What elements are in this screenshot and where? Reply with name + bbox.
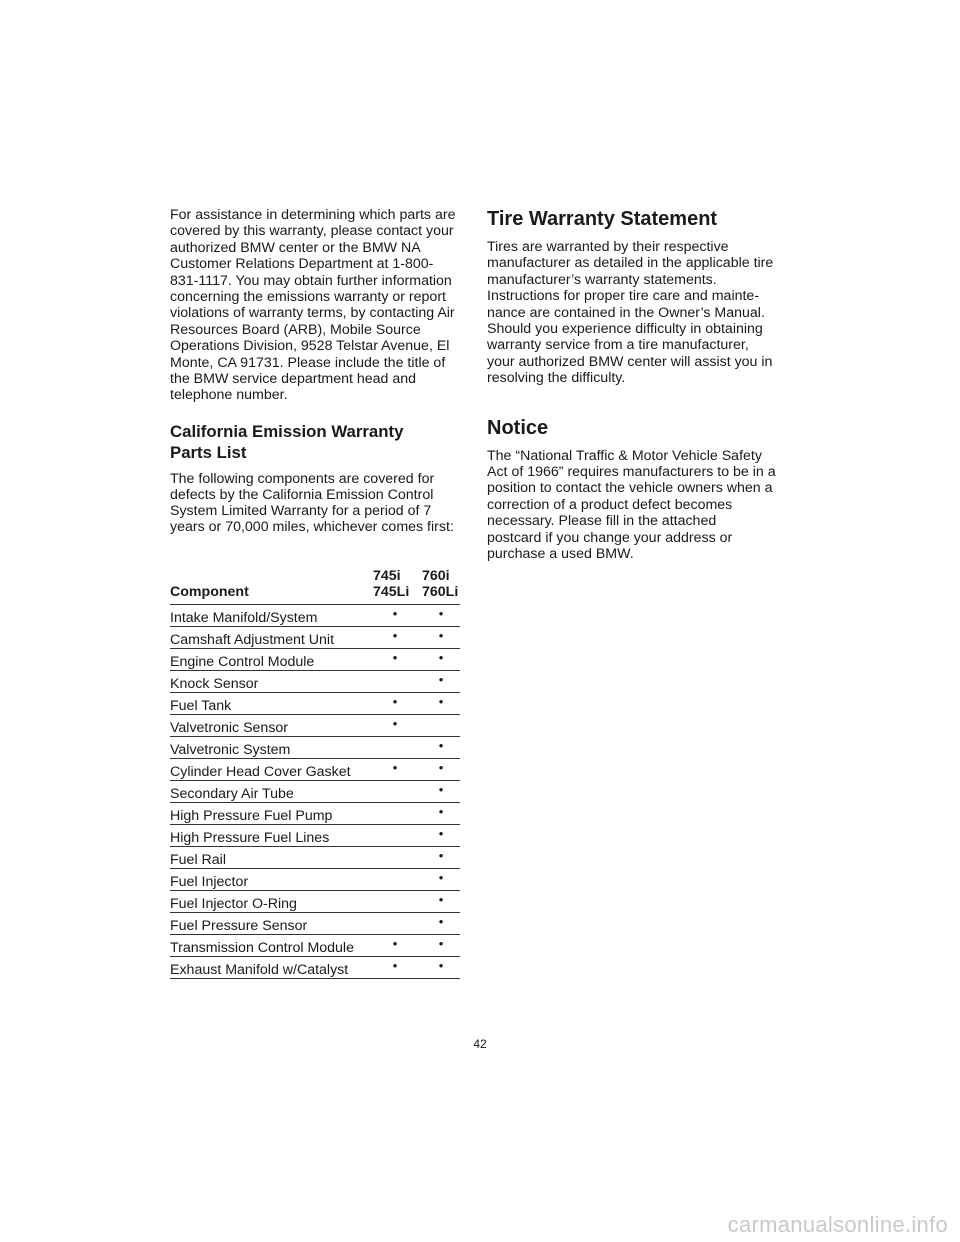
bullet-760-icon: • bbox=[438, 759, 444, 775]
bullet-745-icon: • bbox=[392, 759, 398, 775]
contact-paragraph-line: Operations Division, 9528 Telstar Avenue, El bbox=[170, 338, 450, 355]
contact-paragraph-line: concerning the emissions warranty or report bbox=[170, 289, 446, 306]
contact-paragraph-line: the BMW service department head and bbox=[170, 371, 417, 388]
component-name: Secondary Air Tube bbox=[170, 785, 294, 802]
page-number: 42 bbox=[473, 1037, 487, 1051]
component-name: Fuel Injector bbox=[170, 873, 249, 890]
bullet-760-icon: • bbox=[438, 803, 444, 819]
table-row bbox=[170, 957, 460, 979]
parts-table-body bbox=[170, 605, 460, 979]
bullet-760-icon: • bbox=[438, 649, 444, 665]
tire-warranty-paragraph-line: Should you experience difficulty in obtaining bbox=[487, 321, 763, 338]
contact-paragraph-line: Customer Relations Department at 1-800- bbox=[170, 256, 434, 273]
header-component: Component bbox=[170, 583, 249, 600]
component-name: Valvetronic System bbox=[170, 741, 291, 758]
table-row bbox=[170, 715, 460, 737]
component-name: Fuel Rail bbox=[170, 851, 226, 868]
component-name: Cylinder Head Cover Gasket bbox=[170, 763, 351, 780]
tire-warranty-paragraph bbox=[487, 239, 787, 387]
table-row bbox=[170, 803, 460, 825]
table-row bbox=[170, 693, 460, 715]
header-760-line1: 760i bbox=[422, 567, 450, 584]
table-row bbox=[170, 913, 460, 935]
table-row bbox=[170, 891, 460, 913]
tire-warranty-paragraph-line: Tires are warranted by their respective bbox=[487, 239, 729, 255]
left-column bbox=[170, 207, 462, 979]
tire-warranty-paragraph-line: your authorized BMW center will assist you in bbox=[487, 353, 773, 370]
table-row bbox=[170, 605, 460, 627]
table-row bbox=[170, 737, 460, 759]
component-name: Engine Control Module bbox=[170, 653, 315, 670]
contact-paragraph-line: violations of warranty terms, by contacting Air bbox=[170, 305, 455, 322]
watermark: carmanualsonline.info bbox=[727, 1212, 948, 1237]
bullet-760-icon: • bbox=[438, 847, 444, 863]
notice-paragraph-line: The “National Traffic & Motor Vehicle Safety bbox=[487, 447, 762, 464]
tire-warranty-paragraph-line: resolving the difficulty. bbox=[487, 370, 626, 387]
parts-list-description-line: The following components are covered for bbox=[170, 470, 435, 487]
header-760-line2: 760Li bbox=[422, 583, 459, 600]
header-760 bbox=[422, 568, 458, 600]
component-name: Exhaust Manifold w/Catalyst bbox=[170, 961, 349, 978]
parts-list-heading bbox=[170, 421, 462, 463]
contact-paragraph-line: For assistance in determining which parts are bbox=[170, 207, 456, 223]
table-row bbox=[170, 759, 460, 781]
bullet-745-icon: • bbox=[392, 649, 398, 665]
notice-heading: Notice bbox=[487, 416, 549, 439]
bullet-760-icon: • bbox=[438, 671, 444, 687]
bullet-745-icon: • bbox=[392, 693, 398, 709]
bullet-760-icon: • bbox=[438, 957, 444, 973]
component-name: High Pressure Fuel Pump bbox=[170, 807, 333, 824]
tire-warranty-heading: Tire Warranty Statement bbox=[487, 208, 718, 230]
bullet-760-icon: • bbox=[438, 935, 444, 951]
bullet-745-icon: • bbox=[392, 715, 398, 731]
contact-paragraph-line: Resources Board (ARB), Mobile Source bbox=[170, 321, 421, 338]
contact-paragraph-line: authorized BMW center or the BMW NA bbox=[170, 239, 421, 256]
component-name: Valvetronic Sensor bbox=[170, 719, 289, 736]
bullet-745-icon: • bbox=[392, 935, 398, 951]
header-745 bbox=[373, 568, 409, 600]
parts-table bbox=[170, 562, 460, 979]
header-745-line2: 745Li bbox=[373, 583, 410, 600]
contact-paragraph-line: Monte, CA 91731. Please include the title of bbox=[170, 354, 446, 371]
notice-paragraph-line: Act of 1966” requires manufacturers to be in a bbox=[487, 464, 776, 481]
table-row bbox=[170, 627, 460, 649]
right-column bbox=[487, 207, 787, 563]
bullet-760-icon: • bbox=[438, 627, 444, 643]
parts-table-header bbox=[170, 562, 460, 605]
component-name: High Pressure Fuel Lines bbox=[170, 829, 330, 846]
parts-list-description bbox=[170, 471, 462, 536]
contact-paragraph-line: covered by this warranty, please contact your bbox=[170, 223, 454, 240]
bullet-745-icon: • bbox=[392, 605, 398, 621]
notice-paragraph-line: correction of a product defect becomes bbox=[487, 496, 733, 513]
notice-paragraph-line: necessary. Please fill in the attached bbox=[487, 513, 717, 530]
parts-list-heading-line2: Parts List bbox=[170, 442, 247, 462]
bullet-745-icon: • bbox=[392, 627, 398, 643]
parts-list-description-line: System Limited Warranty for a period of 7 bbox=[170, 503, 432, 520]
bullet-760-icon: • bbox=[438, 781, 444, 797]
component-name: Fuel Tank bbox=[170, 697, 232, 714]
contact-paragraph-line: 831-1117. You may obtain further information bbox=[170, 272, 452, 289]
component-name: Intake Manifold/System bbox=[170, 609, 318, 626]
tire-warranty-paragraph-line: warranty service from a tire manufacturer, bbox=[487, 337, 749, 354]
tire-warranty-paragraph-line: nance are contained in the Owner’s Manual. bbox=[487, 304, 765, 321]
tire-warranty-paragraph-line: Instructions for proper tire care and mainte- bbox=[487, 288, 760, 305]
contact-paragraph bbox=[170, 207, 462, 404]
bullet-745-icon: • bbox=[392, 957, 398, 973]
table-row bbox=[170, 649, 460, 671]
bullet-760-icon: • bbox=[438, 825, 444, 841]
parts-list-heading-line1: California Emission Warranty bbox=[170, 421, 404, 441]
bullet-760-icon: • bbox=[438, 737, 444, 753]
header-745-line1: 745i bbox=[373, 567, 401, 584]
bullet-760-icon: • bbox=[438, 693, 444, 709]
bullet-760-icon: • bbox=[438, 891, 444, 907]
parts-list-description-line: defects by the California Emission Control bbox=[170, 487, 434, 504]
notice-paragraph-line: position to contact the vehicle owners when a bbox=[487, 480, 773, 497]
table-row bbox=[170, 781, 460, 803]
component-name: Transmission Control Module bbox=[170, 939, 354, 956]
table-row bbox=[170, 825, 460, 847]
bullet-760-icon: • bbox=[438, 913, 444, 929]
component-name: Fuel Pressure Sensor bbox=[170, 917, 308, 934]
notice-paragraph-line: purchase a used BMW. bbox=[487, 546, 634, 563]
component-name: Knock Sensor bbox=[170, 675, 259, 692]
table-row bbox=[170, 935, 460, 957]
tire-warranty-paragraph-line: manufacturer’s warranty statements. bbox=[487, 271, 717, 288]
component-name: Camshaft Adjustment Unit bbox=[170, 631, 335, 648]
notice-paragraph-line: postcard if you change your address or bbox=[487, 529, 733, 546]
bullet-760-icon: • bbox=[438, 605, 444, 621]
table-row bbox=[170, 847, 460, 869]
table-row bbox=[170, 869, 460, 891]
parts-list-description-line: years or 70,000 miles, whichever comes first: bbox=[170, 519, 454, 536]
contact-paragraph-line: telephone number. bbox=[170, 387, 288, 404]
notice-paragraph bbox=[487, 448, 787, 563]
table-row bbox=[170, 671, 460, 693]
tire-warranty-paragraph-line: manufacturer as detailed in the applicable tire bbox=[487, 255, 774, 272]
component-name: Fuel Injector O-Ring bbox=[170, 895, 297, 912]
bullet-760-icon: • bbox=[438, 869, 444, 885]
